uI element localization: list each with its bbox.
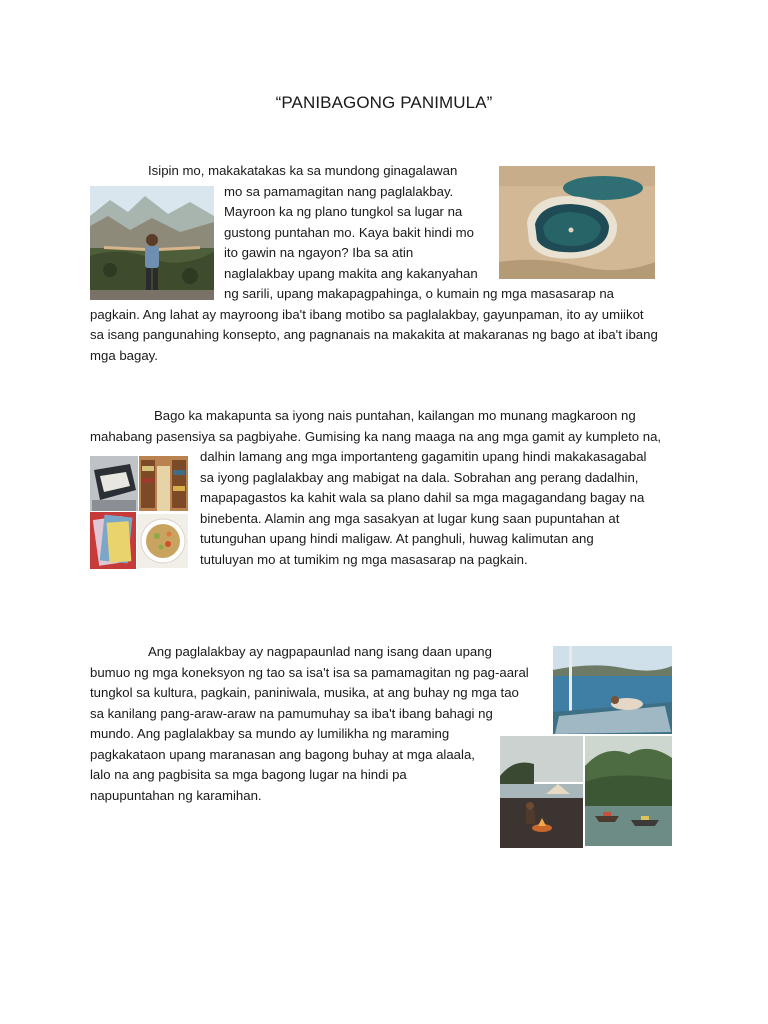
paragraph-1-line: gustong puntahan mo. Kaya bakit hindi mo — [224, 225, 474, 240]
travel-bag-photo — [90, 456, 138, 511]
paragraph-1-line: pagkain. Ang lahat ay mayroong iba't ibang motibo sa paglalakbay, gayunpaman, ito ay umiikot — [90, 307, 644, 322]
paragraph-2-line: Bago ka makapunta sa iyong nais puntahan, kailangan mo munang magkaroon ng — [154, 408, 636, 423]
paragraph-2-line: binebenta. Alamin ang mga sasakyan at lugar kung saan pupuntahan at — [200, 511, 620, 526]
paragraph-1-line: mo sa pamamagitan nang paglalakbay. — [224, 184, 454, 199]
paragraph-3-line: lalo na ang pagbisita sa mga bagong lugar na hindi pa — [90, 767, 407, 782]
boat-deck-photo — [553, 646, 672, 734]
paragraph-1-line: mga bagay. — [90, 348, 158, 363]
paragraph-2-line: tutuluyan mo at tumikim ng mga masasarap na pagkain. — [200, 552, 528, 567]
store-aisle-photo — [139, 456, 188, 511]
hot-spring-pool-photo — [499, 166, 655, 279]
mountain-lake-boats-photo — [585, 736, 672, 846]
paragraph-2-line: tutunguhan upang hindi maligaw. At panghuli, huwag kalimutan ang — [200, 531, 594, 546]
paragraph-1-line: Mayroon ka ng plano tungkol sa lugar na — [224, 204, 463, 219]
paragraph-1-line: ng sarili, upang makapagpahinga, o kumain ng mga masasarap na — [224, 286, 615, 301]
paragraph-3-line: Ang paglalakbay ay nagpapaunlad nang isang daan upang — [148, 644, 492, 659]
paragraph-2-line: dalhin lamang ang mga importanteng gagamitin upang hindi makakasagabal — [200, 449, 647, 464]
paragraph-3-line: bumuo ng mga koneksyon ng tao sa isa't isa sa pamamagitan ng pag-aaral — [90, 665, 529, 680]
paragraph-2-line: sa iyong paglalakbay ang mabigat na dala. Sobrahan ang perang dadalhin, — [200, 470, 639, 485]
paragraph-3-line: sa kanilang pang-araw-araw na pamumuhay sa iba't ibang bahagi ng — [90, 706, 493, 721]
food-plate-photo — [137, 514, 188, 568]
money-bills-photo — [90, 512, 136, 569]
mountain-hiker-photo — [90, 186, 214, 300]
paragraph-3-line: napupuntahan ng karamihan. — [90, 788, 262, 803]
paragraph-3-line: pagkakataon upang maranasan ang bagong buhay at mga alaala, — [90, 747, 475, 762]
paragraph-1-line: naglalakbay upang makita ang kakanyahan — [224, 266, 478, 281]
paragraph-3-line: mundo. Ang paglalakbay sa mundo ay lumilikha ng maraming — [90, 726, 450, 741]
paragraph-3-line: tungkol sa kultura, pagkain, paniniwala, musika, at ang buhay ng mga tao — [90, 685, 519, 700]
paragraph-1-line: sa isang pangunahing konsepto, ang pagnanais na makakita at makaranas ng bago at iba't ibang — [90, 327, 658, 342]
paragraph-1-line: Isipin mo, makakatakas ka sa mundong ginagalawan — [148, 163, 458, 178]
paragraph-2-line: mapapagastos ka kahit wala sa plano dahil sa mga magagandang bagay na — [200, 490, 645, 505]
beach-campfire-photo — [500, 736, 583, 848]
paragraph-2-line: mahabang pasensiya sa pagbiyahe. Gumising ka nang maaga na ang mga gamit ay kumpleto na, — [90, 429, 662, 444]
paragraph-1-line: ito gawin na ngayon? Iba sa atin — [224, 245, 414, 260]
page-title: “PANIBAGONG PANIMULA” — [275, 93, 493, 112]
